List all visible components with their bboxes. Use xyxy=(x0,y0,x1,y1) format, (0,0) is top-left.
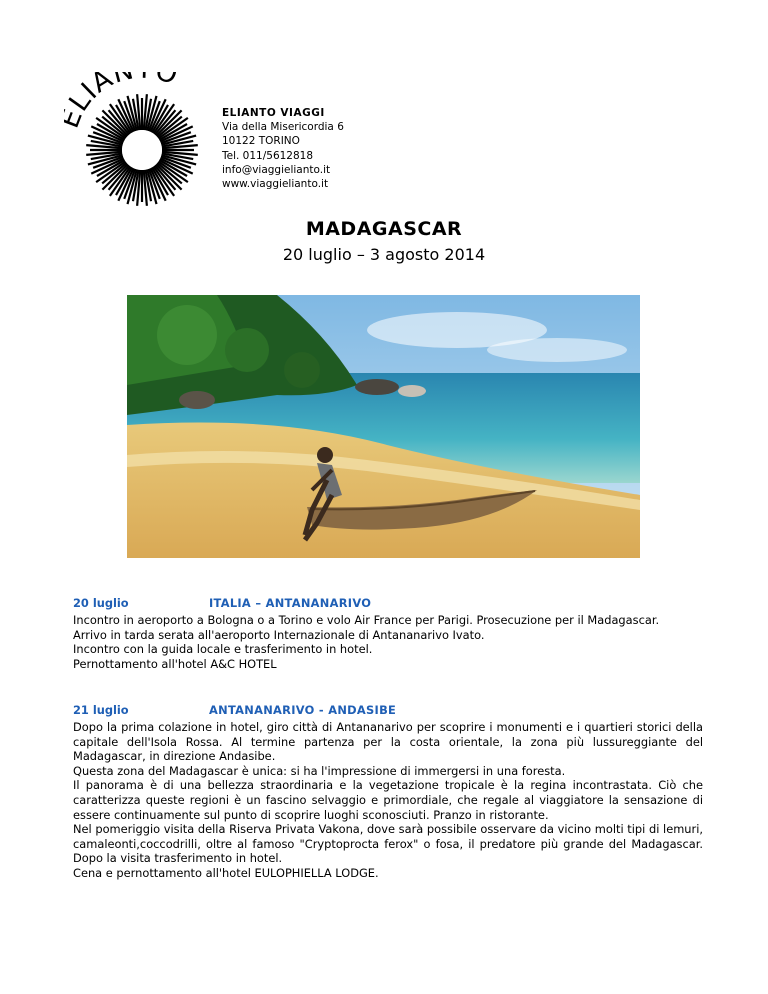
day-route: ANTANANARIVO - ANDASIBE xyxy=(209,703,397,717)
agency-name: ELIANTO VIAGGI xyxy=(222,107,325,119)
day-text-line: Cena e pernottamento all'hotel EULOPHIELLA LODGE. xyxy=(73,865,379,880)
itinerary-day-2 xyxy=(73,703,703,881)
day-date: 20 luglio xyxy=(73,596,129,610)
sun-burst-logo-icon xyxy=(64,72,214,212)
agency-website[interactable]: www.viaggielianto.it xyxy=(222,178,329,191)
agency-contact xyxy=(222,106,344,191)
day-text-line: Incontro con la guida locale e trasferimento in hotel. xyxy=(73,642,373,657)
day-route: ITALIA – ANTANANARIVO xyxy=(209,596,372,610)
itinerary-day-1 xyxy=(73,596,703,671)
day-text-line: Incontro in aeroporto a Bologna o a Torino e volo Air France per Parigi. Prosecuzione per il Madagascar. xyxy=(73,613,660,627)
logo-text: LIA O xyxy=(64,72,183,118)
elianto-logo xyxy=(64,72,214,212)
day-text-line: Pernottamento all'hotel A&C HOTEL xyxy=(73,656,277,671)
agency-phone: Tel. 011/5612818 xyxy=(222,149,314,162)
agency-address: Via della Misericordia 6 xyxy=(222,121,344,134)
day-text-line: Dopo la prima colazione in hotel, giro città di Antananarivo per scoprire i monumenti e i quartieri storici della capitale dell'Isola Rossa. Al termine partenza per la costa orientale, la zona più lussureggiante del Madagascar, in direzione Andasibe. xyxy=(73,720,703,764)
agency-email[interactable]: info@viaggielianto.it xyxy=(222,163,331,176)
day-text-line: Nel pomeriggio visita della Riserva Privata Vakona, dove sarà possibile osservare da vicino molti tipi di lemuri, camaleonti,coccodrilli, oltre al famoso "Cryptoprocta ferox" o fosa, il predatore più grande del Madagascar. Dopo la visita trasferimento in hotel. xyxy=(73,822,703,866)
day-text-line: Questa zona del Madagascar è unica: si ha l'impressione di immergersi in una foresta. xyxy=(73,763,566,778)
day-text-line: Arrivo in tarda serata all'aeroporto Internazionale di Antananarivo Ivato. xyxy=(73,627,485,642)
day-text-line: Il panorama è di una bellezza straordinaria e la vegetazione tropicale è la regina incontrastata. Ciò che caratterizza queste regioni è un fascino selvaggio e primordiale, che regale al viaggiatore la sensazione di essere continuamente sul punto di scoprire luoghi sconosciuti. Pranzo in ristorante. xyxy=(73,778,703,822)
trip-dates: 20 luglio – 3 agosto 2014 xyxy=(282,245,486,264)
beach-canoe-photo xyxy=(127,295,640,558)
agency-city: 10122 TORINO xyxy=(222,135,300,148)
page-title: MADAGASCAR xyxy=(305,218,463,240)
day-date: 21 luglio xyxy=(73,703,129,717)
